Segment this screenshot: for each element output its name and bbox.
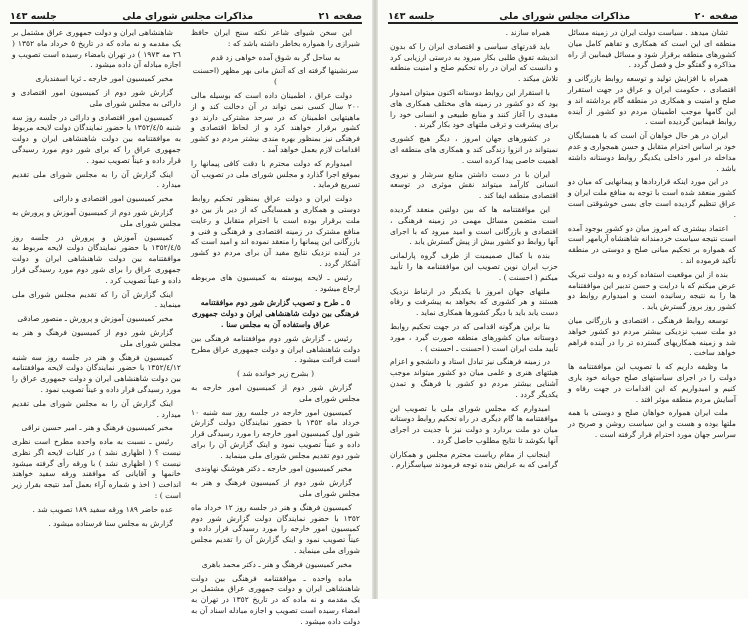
- paragraph: اعتماد بیشتری که امروز میان دو کشور بوجود آمده است نتیجه سیاست خردمندانه شاهنشاه آریامهر است که همواره بر تحکیم مبانی صلح و دوستی در منطقه تأکید فرموده اند .: [568, 223, 736, 265]
- column-right: [568, 28, 736, 591]
- paragraph: رئیس ـ گزارش شور دوم موافقتنامه فرهنگی بین دولت شاهنشاهی ایران و دولت جمهوری عراق مطرح است قرائت میشود .: [191, 333, 360, 365]
- paragraph: این سخن شیوای شاعر نکته سنج ایران حافظ شیرازی را همواره بخاطر داشته باشد که :: [191, 28, 360, 48]
- paragraph: باید قدرتهای سیاسی و اقتصادی ایران را که بدون اندیشه تفوق طلبی بکار میرود به درستی ارزیابی کرد و دانست که ایران در راه تحکیم صلح و امنیت منطقه تلاش میکند .: [390, 41, 558, 84]
- paragraph: دولت ایران و دولت عراق بمنظور تحکیم روابط دوستی و همکاری و همسایگی که از دیر باز بین دو ملت برقرار بوده است با احترام متقابل و رعایت منافع مشترک در زمینه اقتصادی و فرهنگی و فنی و بازرگانی این پیمانها را منعقد نموده اند و امید است که در آینده نزدیک نتایج مفید آن برای مردم دو کشور آشکار گردد .: [191, 194, 360, 268]
- paragraph: کمیسیون آموزش و پرورش در جلسه روز ١٣٥٢/٤/٥ با حضور نمایندگان دولت لایحه مربوط به موافقتنامه بین دولت شاهنشاهی ایران و دولت جمهوری عراق را برای شور دوم مورد رسیدگی قرار داده و عیناً تصویب کرد .: [12, 232, 181, 285]
- session-label: جلسه ١٤٣: [10, 11, 57, 22]
- section-heading: ٥ ـ طرح و تصویب گزارش شور دوم موافقتنامه فرهنگی بین دولت شاهنشاهی ایران و دولت جمهوری عراق واستفاده آن به مجلس سنا .: [191, 298, 360, 329]
- paragraph: ما وظیفه داریم که با تصویب این موافقتنامه ها دولت را در اجرای سیاستهای صلح جویانه خود یاری کنیم و امیدواریم که این اقدامات در جهت رفاه و آسایش مردم منطقه موثر افتد .: [568, 362, 736, 404]
- page-header: [388, 4, 738, 24]
- paragraph: امیدوارم که دولت محترم با دقت کافی پیمانها را بموقع اجرا گذارد و مجلس شورای ملی در تصویب آن تسریع فرماید .: [191, 158, 360, 190]
- page-header: [10, 4, 362, 24]
- page-20: [382, 0, 744, 599]
- paragraph: گزارش به مجلس سنا فرستاده میشود .: [48, 518, 173, 528]
- paragraph: در کشورهای جهان امروز ، دیگر هیچ کشوری نمیتواند در انزوا زندگی کند و همکاری های منطقه ای اهمیت خاصی پیدا کرده است .: [390, 134, 558, 165]
- running-title: مذاكرات مجلس شوراى ملى: [122, 11, 254, 22]
- paragraph: بنده با کمال صمیمیت از طرف گروه پارلمانی حزب ایران نوین تصویب این موافقتنامه ها را تأیید میکنم ( احسنت ) .: [390, 251, 558, 282]
- paragraph: کمیسیون فرهنگ و هنر در جلسه روز سه شنبه ١٣٥٢/٤/١٢ با حضور نمایندگان دولت لایحه موافقتنامه بین دولت شاهنشاهی ایران و دولت جمهوری عراق را مورد رسیدگی قرار داده و عیناً تصویب نمود .: [12, 352, 181, 394]
- paragraph: اینک گزارش آن را که تقدیم مجلس شورای ملی مینماید .: [12, 289, 181, 310]
- paragraph: عده حاضر ١٨٩ ورقه سفید ١٨٩ تصویب شد .: [32, 504, 173, 514]
- paragraph: رئیس ـ لایحه پیوسته به کمیسیون های مربوطه ارجاع میشود .: [191, 272, 360, 293]
- paragraph: در این مورد اینکه قراردادها و پیمانهایی که میان دو کشور منعقد شده است با توجه به منافع ملت ایران و عراق تنظیم گردیده است جای بسی خوشوقتی است .: [568, 177, 736, 219]
- paragraph: مخبر کمیسیون امور خارجه ـ ثریا اسفندیاری: [35, 74, 173, 84]
- session-label: جلسه ١٤٣: [388, 11, 435, 22]
- paragraph: اینک گزارش آن را به مجلس شورای ملی تقدیم میدارد .: [12, 398, 181, 419]
- paragraph: ملت ایران همواره خواهان صلح و دوستی با همه ملتها بوده و هست و این سیاست روشن و صریح در سراسر جهان مورد احترام قرار گرفته است .: [568, 408, 736, 439]
- paragraph: بنده از این موقعیت استفاده کرده و به دولت تبریک عرض میکنم که با درایت و حسن تدبیر این موافقتنامه ها را به نتیجه رسانیده است و امیدوارم روابط دو کشور روز بروز گسترش یابد .: [568, 269, 736, 312]
- paragraph: ایران با در دست داشتن منابع سرشار و نیروی انسانی کارآمد میتواند نقش موثری در توسعه اقتصادی منطقه ایفا کند .: [390, 169, 558, 201]
- paragraph: با استقرار این روابط دوستانه اکنون میتوان امیدوار بود که دو کشور در زمینه های مختلف همکاری های مفیدی را آغاز کنند و منابع طبیعی و انسانی خود را برای پیشرفت و ترقی ملتهای خود بکار گیرند .: [390, 87, 558, 130]
- paragraph: همراه سازند .: [505, 28, 550, 37]
- paragraph: گزارش شور دوم از کمیسیون امور خارجه به مجلس شورای ملی: [191, 382, 360, 403]
- paragraph: کمیسیون فرهنگ و هنر در جلسه روز ١٢ خرداد ماه ١٣٥٢ با حضور نمایندگان دولت گزارش شور دوم کمیسیون امور خارجه را مورد رسیدگی قرار داده و عیناً تصویب نمود و اینک گزارش آن را تقدیم مجلس شورای ملی مینماید .: [191, 502, 360, 556]
- paragraph: ملتهای جهان امروز با یکدیگر در ارتباط نزدیک هستند و هر کشوری که بخواهد به پیشرفت و رفاه دست یابد باید با دیگر کشورها همکاری نماید .: [390, 286, 558, 318]
- paragraph: مخبر کمیسیون امور خارجه ـ دکتر هوشنگ نهاوندی: [194, 464, 352, 474]
- paragraph: گزارش شور دوم از کمیسیون امور اقتصادی و دارائی به مجلس شورای ملی: [12, 87, 181, 108]
- paragraph: مخبر کمیسیون آموزش و پرورش ـ منصور صادقی: [17, 314, 173, 324]
- page-number-label: صفحه ٢١: [318, 11, 362, 22]
- paragraph: امیدوارم که مجلس شورای ملی با تصویب این موافقتنامه ها گام دیگری در راه تحکیم روابط دوستانه میان دو ملت بردارد و دولت نیز با جدیت در اجرای آنها بکوشد تا نتایج مطلوب حاصل گردد .: [390, 403, 558, 445]
- book-gutter: [372, 0, 378, 599]
- paragraph: شاهنشاهی ایران و دولت جمهوری عراق مشتمل بر یک مقدمه و نه ماده که در تاریخ ٥ خرداد ماه ١٣٥٢ ( ٢٦ مه ١٩٧٣ ) در تهران بامضاء رسیده است تصویب و اجازه مبادله آن داده میشود .: [12, 28, 182, 70]
- page-body: [12, 28, 360, 626]
- paragraph: مخبر کمیسیون فرهنگ و هنر ـ دکتر محمد باهری: [201, 559, 352, 569]
- page-number-label: صفحه ٢٠: [694, 11, 738, 22]
- paragraph: گزارش شور دوم از کمیسیون فرهنگ و هنر به مجلس شورای ملی: [191, 478, 360, 499]
- paragraph: توسعه روابط فرهنگی ، اقتصادی و بازرگانی میان دو ملت سبب نزدیکی بیشتر مردم دو کشور خواهد شد و زمینه همکاریهای گسترده تر را در آینده فراهم خواهد ساخت .: [568, 315, 736, 358]
- paragraph: گزارش شور دوم از کمیسیون فرهنگ و هنر به مجلس شورای ملی: [12, 327, 181, 348]
- paragraph: همراه با افزایش تولید و توسعه روابط بازرگانی و اقتصادی ، حکومت ایران و عراق در جهت استقرار صلح و امنیت و همکاری در منطقه گام برداشته اند و این گامها موجب اطمینان مردم دو کشور از آینده روابط فیمابین گردیده است .: [568, 74, 736, 127]
- paragraph: این موافقتنامه ها که بین دولتین منعقد گردیده است متضمن مسائل مهمی در زمینه فرهنگی ، اقتصادی و بازرگانی است و امید میرود که با اجرای آنها روابط دو کشور بیش از پیش گسترش یابد .: [390, 204, 558, 247]
- centered-line: به ساحل گر به شوق آمده خواهی زد قدم: [210, 52, 341, 62]
- paragraph: مخبر کمیسیون امور اقتصادی و دارائی: [53, 194, 173, 204]
- column-left: [12, 28, 181, 591]
- centered-line: سرنشینها گرفته ای که آتش مانی بهر مظهر (احسنت ): [192, 66, 359, 87]
- centered-line: ( بشرح زیر خوانده شد ): [236, 369, 315, 379]
- paragraph: تشان میدهد . سیاست دولت ایران در زمینه مسائل منطقه ای این است که همکاری و تفاهم کامل میان کشورهای منطقه برقرار شود و مسائل فیمابین از راه مذاکره و گفتگو حل و فصل گردد .: [568, 28, 736, 70]
- page-body: [390, 28, 736, 591]
- paragraph: کمیسیون امور خارجه در جلسه روز سه شنبه ١٠ خرداد ماه ١٣٥٢ با حضور نمایندگان دولت گزارش شور اول کمیسیون امور خارجه را مورد رسیدگی قرار داده و عیناً تصویب نمود و اینک گزارش آن را برای شور دوم تقدیم مجلس شورای ملی مینماید .: [191, 407, 360, 460]
- paragraph: ایران در هر حال خواهان آن است که با همسایگان خود بر اساس احترام متقابل و حسن همجواری و عدم مداخله در امور داخلی یکدیگر روابط دوستانه داشته باشد .: [568, 131, 736, 173]
- paragraph: اینجانب از مقام ریاست محترم مجلس و همکاران گرامی که به عرایض بنده توجه فرمودند سپاسگزارم .: [390, 449, 558, 470]
- page-21: [4, 0, 368, 626]
- paragraph: رئیس ـ نسبت به ماده واحده مطرح است نظری نیست ؟ ( اظهاری نشد ) در کلیات لایحه اگر نظری نیست ؟ ( اظهاری نشد ) با ورقه رأی گرفته میشود خانمها و آقایانی که موافقند ورقه سفید خواهند انداخت ( اخذ و شماره آراء بعمل آمد نتیجه بقرار زیر است ) :: [12, 437, 181, 501]
- paragraph: کمیسیون امور اقتصادی و دارائی در جلسه روز سه شنبه ١٣٥٢/٤/٥ با حضور نمایندگان دولت لایحه مربوط به موافقتنامه بین دولت شاهنشاهی ایران و دولت جمهوری عراق را که برای شور دوم مورد رسیدگی قرار داده و عیناً تصویب نمود .: [12, 112, 182, 165]
- column-right: [191, 28, 360, 626]
- paragraph: مخبر کمیسیون فرهنگ و هنر ـ امیر حسین نراقی: [21, 423, 173, 433]
- paragraph: بنا براین هرگونه اقدامی که در جهت تحکیم روابط دوستانه میان کشورهای منطقه صورت گیرد ، مورد تأیید ملت ایران است ( احسنت ـ احسنت ) .: [390, 321, 558, 353]
- paragraph: در زمینه فرهنگی نیز تبادل استاد و دانشجو و اعزام هیئتهای هنری و علمی میان دو کشور میتواند موجب آشنایی بیشتر مردم دو کشور با فرهنگ و تمدن یکدیگر گردد .: [390, 357, 558, 399]
- column-left: [390, 28, 558, 591]
- paragraph: ماده واحده ـ موافقتنامه فرهنگی بین دولت شاهنشاهی ایران و دولت جمهوری عراق مشتمل بر یک مقدمه و نه ماده که در تاریخ ١٣٥٢ در تهران به امضاء رسیده است تصویب و اجازه مبادله اسناد آن به دولت داده میشود .: [191, 573, 360, 626]
- paragraph: دولت عراق ، اطمینان داده است که بوسیله مالی ٢٠٠ سال کسی نمی تواند در آن دخالت کند و از ماهیتهایی اطمینان که در سرحد مشترکی دارند دو کشور برقرار خواهند کرد و از لحاظ اقتصادی و فرهنگی نیز بمنظور بهره مندی بیشتر مردم دو کشور اقدامات لازم بعمل خواهد آمد .: [191, 90, 360, 154]
- paragraph: اینک گزارش آن را به مجلس شورای ملی تقدیم میدارد .: [12, 169, 181, 190]
- running-title: مذاكرات مجلس شوراى ملى: [499, 11, 631, 22]
- paragraph: گزارش شور دوم از کمیسیون آموزش و پرورش به مجلس شورای ملی: [12, 207, 181, 228]
